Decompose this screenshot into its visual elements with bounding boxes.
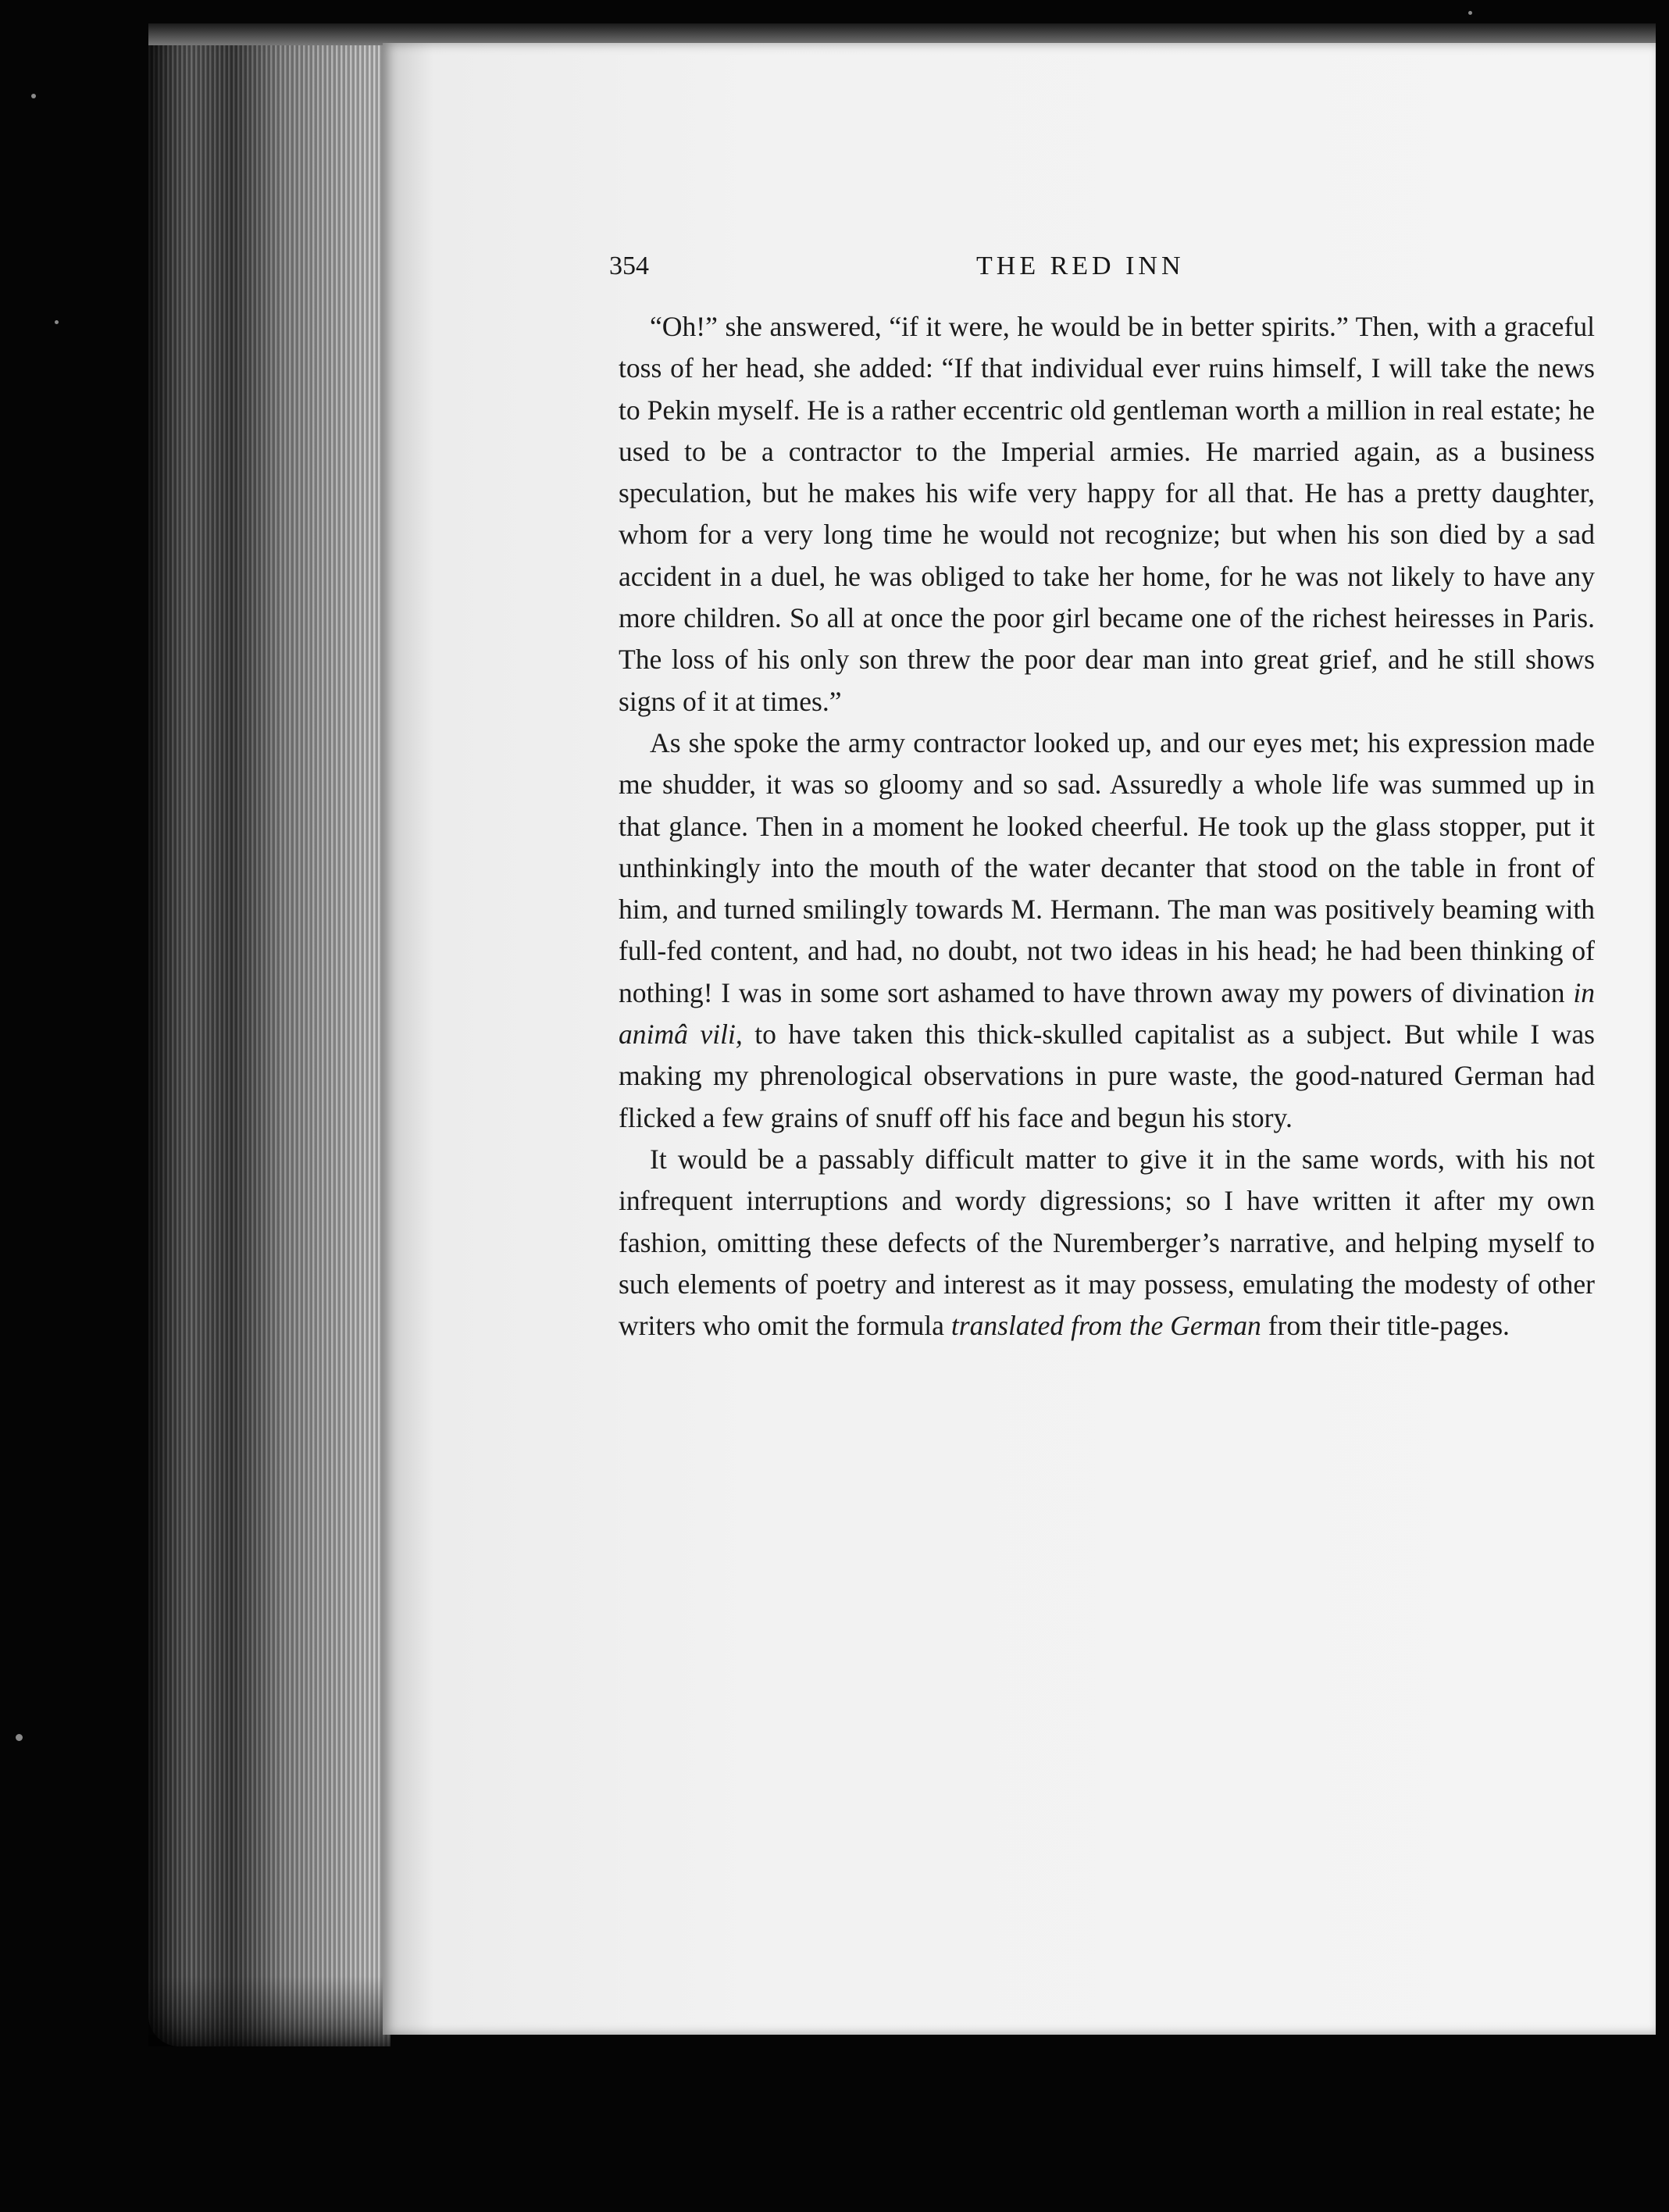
paragraph <box>619 1139 1595 1347</box>
text-run: from their title-pages. <box>1261 1310 1510 1342</box>
page-top-shadow <box>148 23 1656 45</box>
italic-phrase: in animâ vili, <box>619 976 1595 1051</box>
running-head <box>609 252 1578 283</box>
page-number: 354 <box>609 252 649 280</box>
paragraph <box>619 722 1595 1139</box>
text-run: It would be a passably difficult matter to give it in the same words, with his not infrequent interruptions and wordy digressions; so I have written it after my own fashion, omitting these defects of the Nuremberger’s narrative, and helping myself to such elements of poetry and interest as it may possess, emulating the modesty of other writers who omit the formula <box>619 1143 1595 1342</box>
dust-speck <box>16 1734 23 1741</box>
dust-speck <box>1468 11 1472 15</box>
text-run: to have taken this thick-skulled capitalist as a subject. But while I was making my phrenological observations in pure waste, the good-natured German had flicked a few grains of snuff off his face and begun his story. <box>619 1019 1595 1133</box>
paragraph <box>619 306 1595 722</box>
italic-phrase: translated from the German <box>950 1310 1261 1342</box>
text-run: “Oh!” she answered, “if it were, he would be in better spirits.” Then, with a graceful toss of her head, she added: “If that individual ever ruins himself, I will take the news to Pekin myself. He is a rather eccentric old gentleman worth a million in real estate; he used to be a contractor to the Imperial armies. He married again, as a business speculation, but he makes his wife very happy for all that. He has a pretty daughter, whom for a very long time he would not recognize; but when his son died by a sad accident in a duel, he was obliged to take her home, for he was not likely to have any more children. So all at once the poor girl became one of the richest heiresses in Paris. The loss of his only son threw the poor dear man into great grief, and he still shows signs of it at times.” <box>619 311 1595 717</box>
dust-speck <box>55 320 59 324</box>
dust-speck <box>31 94 36 98</box>
text-run: As she spoke the army contractor looked up, and our eyes met; his expression made me shudder, it was so gloomy and so sad. Assuredly a whole life was summed up in that glance. Then in a moment he looked cheerful. He took up the glass stopper, put it unthinkingly into the mouth of the water decanter that stood on the table in front of him, and turned smilingly towards M. Hermann. The man was positively beaming with full-fed content, and had, no doubt, not two ideas in his head; he had been thinking of nothing! I was in some sort ashamed to have thrown away my powers of divination <box>619 726 1595 1008</box>
book-page-edges <box>148 23 391 2046</box>
body-text <box>619 306 1595 1347</box>
running-head-title: THE RED INN <box>976 252 1185 280</box>
